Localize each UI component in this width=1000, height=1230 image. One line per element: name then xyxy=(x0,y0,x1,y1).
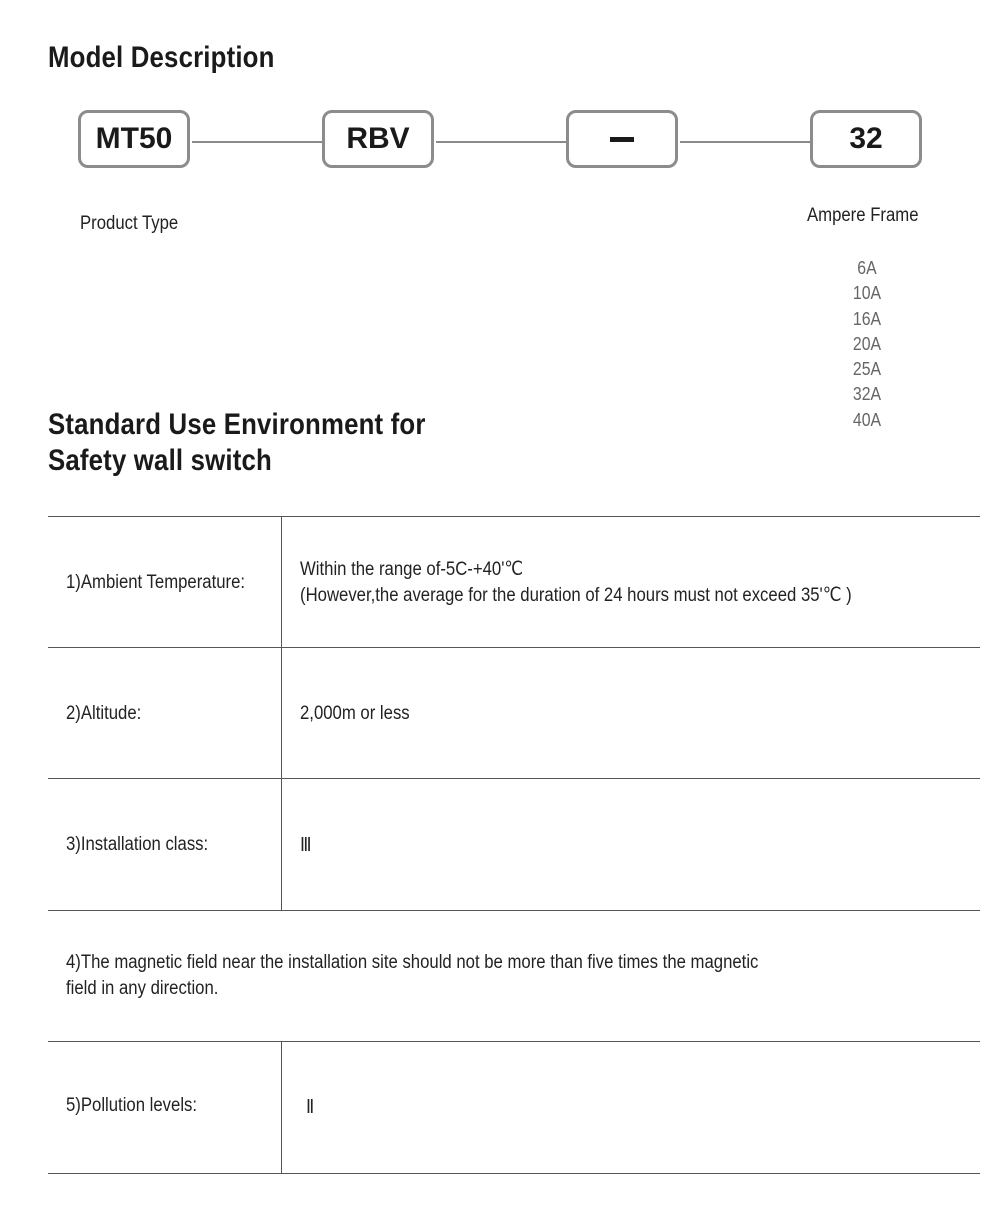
dash-icon xyxy=(610,137,634,142)
row-text-line1: 4)The magnetic field near the installation site should not be more than five times the magnetic xyxy=(66,952,759,973)
column-divider xyxy=(281,779,282,911)
row-label: 5)Pollution levels: xyxy=(66,1095,198,1116)
environment-title-line2: Safety wall switch xyxy=(48,444,272,477)
model-code-box-series xyxy=(322,110,434,168)
model-code-box-dash xyxy=(566,110,678,168)
ampere-option: 20A xyxy=(852,333,882,354)
table-row-magnetic-field xyxy=(48,910,980,1042)
ampere-option: 25A xyxy=(852,359,882,380)
table-row-altitude xyxy=(48,647,980,779)
table-row-installation-class xyxy=(48,778,980,911)
model-code-box-ampere xyxy=(810,110,922,168)
model-code-32: 32 xyxy=(849,122,883,155)
row-value: Ⅲ xyxy=(300,835,312,856)
model-code-rbv: RBV xyxy=(346,122,410,155)
row-text-line2: field in any direction. xyxy=(66,978,219,999)
column-divider xyxy=(281,1042,282,1173)
environment-title xyxy=(48,407,426,479)
ampere-option: 16A xyxy=(852,308,882,329)
model-description-title: Model Description xyxy=(48,41,275,74)
ampere-options-list xyxy=(832,256,902,433)
ampere-option: 6A xyxy=(857,258,877,278)
connector-line xyxy=(192,141,322,143)
row-value-line1: Within the range of-5C-+40'℃ xyxy=(300,559,524,580)
column-divider xyxy=(281,648,282,779)
ampere-option: 32A xyxy=(852,384,882,405)
model-code-mt50: MT50 xyxy=(95,122,173,155)
environment-title-line1: Standard Use Environment for xyxy=(48,408,426,441)
column-divider xyxy=(281,517,282,648)
row-label: 3)Installation class: xyxy=(66,834,209,855)
ampere-option: 10A xyxy=(852,283,882,304)
ampere-frame-label: Ampere Frame xyxy=(807,205,919,226)
connector-line xyxy=(680,141,810,143)
row-value-line2: (However,the average for the duration of 24 hours must not exceed 35'℃ ) xyxy=(300,585,852,606)
row-label: 1)Ambient Temperature: xyxy=(66,572,246,593)
row-value: Ⅱ xyxy=(306,1097,315,1118)
connector-line xyxy=(436,141,566,143)
row-value: 2,000m or less xyxy=(300,703,410,724)
ampere-option: 40A xyxy=(852,409,882,430)
table-row-ambient-temperature xyxy=(48,516,980,648)
environment-table xyxy=(48,516,980,1176)
product-type-label: Product Type xyxy=(80,213,179,234)
table-row-pollution-levels xyxy=(48,1041,980,1174)
model-code-box-product-type xyxy=(78,110,190,168)
row-label: 2)Altitude: xyxy=(66,703,142,724)
